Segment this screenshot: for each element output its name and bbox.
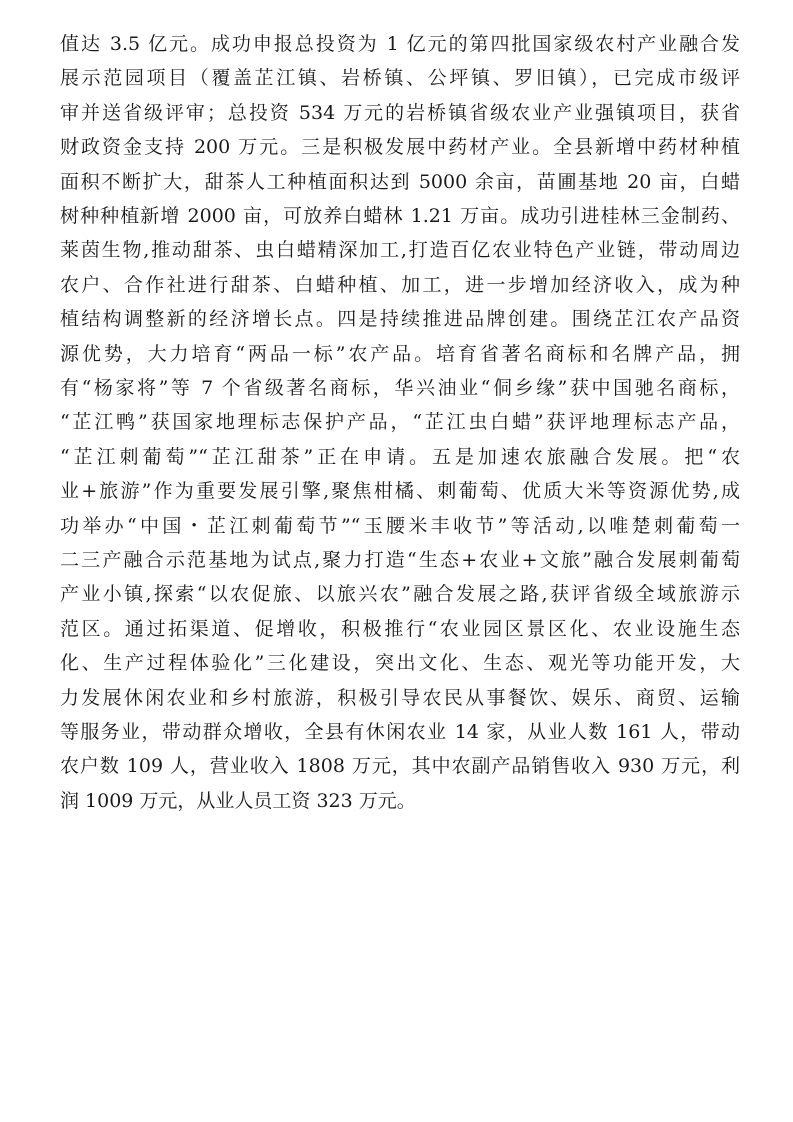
text-line: 面积不断扩大，甜茶人工种植面积达到 5000 余亩，苗圃基地 20 亩，白蜡 (60, 170, 740, 193)
text-line: 财政资金支持 200 万元。三是积极发展中药材产业。全县新增中药材种植 (60, 136, 740, 159)
text-line: 农户数 109 人，营业收入 1808 万元，其中农副产品销售收入 930 万元，利 (60, 755, 740, 778)
text-line: 化、生产过程体验化”三化建设，突出文化、生态、观光等功能开发，大 (60, 652, 740, 675)
text-line: 等服务业，带动群众增收，全县有休闲农业 14 家，从业人数 161 人，带动 (60, 721, 740, 743)
text-line: 植结构调整新的经济增长点。四是持续推进品牌创建。围绕芷江农产品资 (60, 308, 740, 331)
text-line: 莱茵生物,推动甜茶、虫白蜡精深加工,打造百亿农业特色产业链，带动周边 (60, 239, 740, 262)
text-line: 二三产融合示范基地为试点,聚力打造“生态+农业+文旅”融合发展刺葡萄 (60, 549, 740, 571)
text-line: “芷江刺葡萄”“芷江甜茶”正在申请。五是加速农旅融合发展。把“农 (60, 445, 740, 468)
text-line: 源优势，大力培育“两品一标”农产品。培育省著名商标和名牌产品，拥 (60, 342, 740, 365)
text-line: 产业小镇,探索“以农促旅、以旅兴农”融合发展之路,获评省级全域旅游示 (60, 583, 740, 606)
text-line: 范区。通过拓渠道、促增收，积极推行“农业园区景区化、农业设施生态 (60, 617, 740, 640)
text-line: 功举办“中国・芷江刺葡萄节”“玉腰米丰收节”等活动,以唯楚刺葡萄一 (60, 514, 740, 537)
text-line-last: 润 1009 万元，从业人员工资 323 万元。 (60, 789, 416, 812)
text-line: 力发展休闲农业和乡村旅游，积极引导农民从事餐饮、娱乐、商贸、运输 (60, 686, 740, 709)
text-line: 展示范园项目（覆盖芷江镇、岩桥镇、公坪镇、罗旧镇），已完成市级评 (60, 67, 740, 90)
text-line: 有“杨家将”等 7 个省级著名商标，华兴油业“侗乡缘”获中国驰名商标， (60, 377, 740, 399)
text-line: 业+旅游”作为重要发展引擎,聚焦柑橘、刺葡萄、优质大米等资源优势,成 (60, 480, 740, 503)
text-line: 审并送省级评审；总投资 534 万元的岩桥镇省级农业产业强镇项目，获省 (60, 101, 740, 124)
text-line: 值达 3.5 亿元。成功申报总投资为 1 亿元的第四批国家级农村产业融合发 (60, 33, 740, 55)
text-line: 农户、合作社进行甜茶、白蜡种植、加工，进一步增加经济收入，成为种 (60, 273, 740, 296)
text-line: “芷江鸭”获国家地理标志保护产品，“芷江虫白蜡”获评地理标志产品， (60, 411, 740, 434)
text-line: 树种种植新增 2000 亩，可放养白蜡林 1.21 万亩。成功引进桂林三金制药、 (60, 205, 740, 227)
